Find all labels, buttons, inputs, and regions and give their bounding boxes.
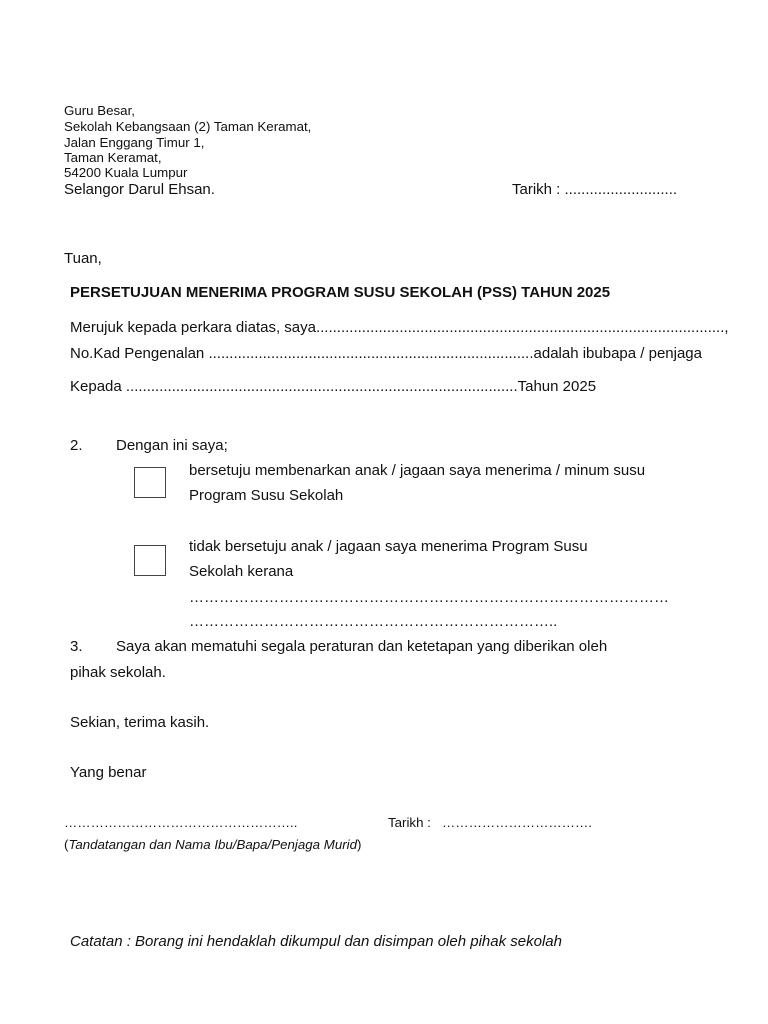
section3-line2: pihak sekolah. — [70, 664, 166, 681]
address-line-5: 54200 Kuala Lumpur — [64, 165, 188, 180]
letter-title: PERSETUJUAN MENERIMA PROGRAM SUSU SEKOLAH (PSS) TAHUN 2025 — [70, 284, 611, 301]
option2-line1: tidak bersetuju anak / jagaan saya menerima Program Susu — [189, 538, 588, 555]
address-line-6: Selangor Darul Ehsan. — [64, 181, 215, 198]
reason-line-2[interactable]: ……………………………………………………………….. — [189, 613, 558, 630]
signoff: Yang benar — [70, 764, 147, 781]
disagree-checkbox[interactable] — [134, 545, 166, 576]
option1-line1: bersetuju membenarkan anak / jagaan saya menerima / minum susu — [189, 462, 646, 479]
address-line-3: Jalan Enggang Timur 1, — [64, 135, 205, 150]
date-top: Tarikh : ........................... — [512, 181, 678, 198]
caption-text: Tandatangan dan Nama Ibu/Bapa/Penjaga Murid — [68, 837, 357, 852]
reason-line-1[interactable]: …………………………………………………………………………………… — [189, 589, 669, 606]
signature-line[interactable]: …………………………………………….. — [64, 815, 298, 830]
caption-close: ) — [357, 837, 362, 852]
note: Catatan : Borang ini hendaklah dikumpul dan disimpan oleh pihak sekolah — [70, 933, 562, 950]
signature-caption — [64, 837, 361, 852]
para1-line1: Merujuk kepada perkara diatas, saya.................................................................................................., — [70, 319, 729, 336]
section2-number: 2. — [70, 437, 83, 454]
section3-line1: Saya akan mematuhi segala peraturan dan ketetapan yang diberikan oleh — [116, 638, 608, 655]
address-line-4: Taman Keramat, — [64, 150, 162, 165]
address-line-1: Guru Besar, — [64, 103, 135, 118]
signature-date-label: Tarikh : — [388, 815, 431, 830]
signature-date-line[interactable]: ……………………………. — [442, 815, 592, 830]
option1-line2: Program Susu Sekolah — [189, 487, 344, 504]
closing: Sekian, terima kasih. — [70, 714, 210, 731]
para1-line2: No.Kad Pengenalan ..............................................................................adalah ibubapa / penjaga — [70, 345, 702, 362]
section3-number: 3. — [70, 638, 83, 655]
address-line-2: Sekolah Kebangsaan (2) Taman Keramat, — [64, 119, 312, 134]
agree-checkbox[interactable] — [134, 467, 166, 498]
caption-open: ( — [64, 837, 69, 852]
option2-line2: Sekolah kerana — [189, 563, 294, 580]
para1-line3: Kepada ..............................................................................................Tahun 2025 — [70, 378, 597, 395]
salutation: Tuan, — [64, 250, 102, 267]
section2-intro: Dengan ini saya; — [116, 437, 228, 454]
